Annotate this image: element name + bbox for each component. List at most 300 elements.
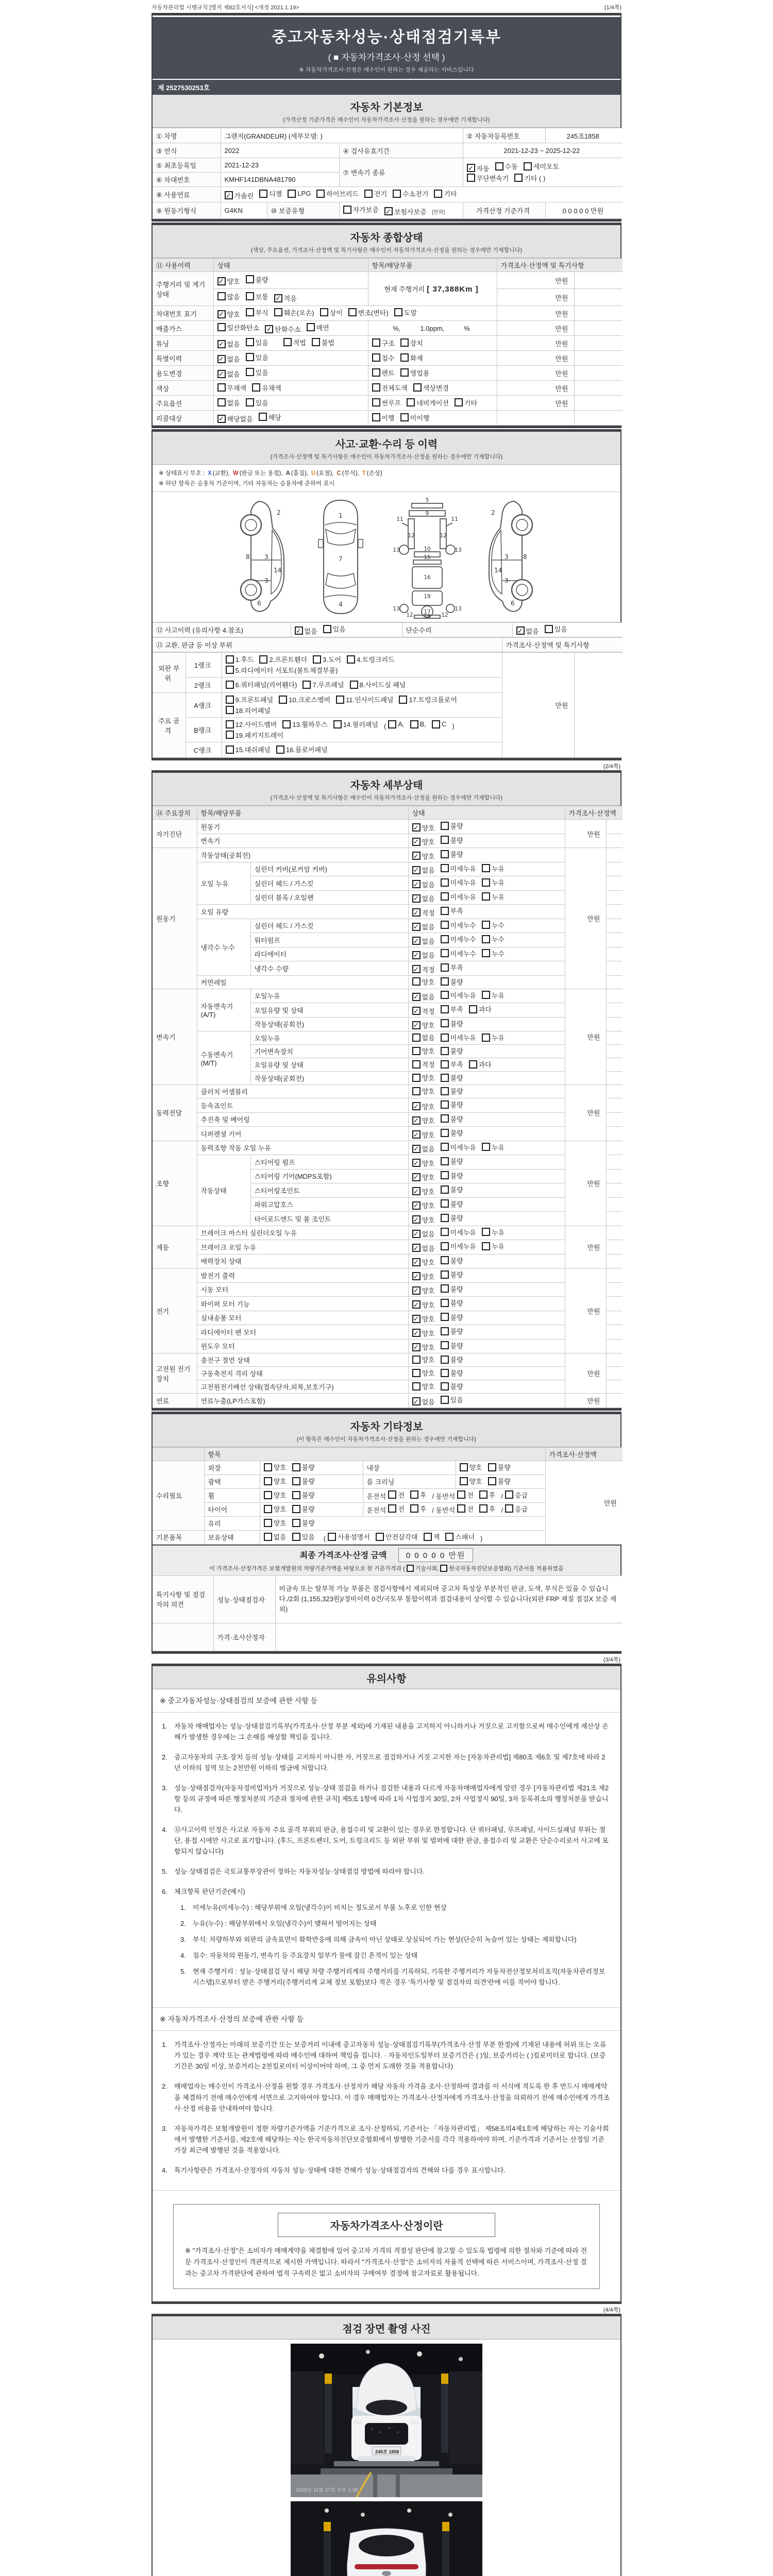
checkbox-탄화수소[interactable]: ✓ 탄화수소: [265, 324, 300, 334]
checkbox-있음[interactable]: 있음: [323, 624, 346, 634]
checkbox-불량[interactable]: 불량: [292, 1462, 315, 1472]
checkbox-7.루프패널[interactable]: 7.루프패널: [303, 680, 344, 689]
checkbox-미세누유[interactable]: 미세누유: [441, 863, 476, 873]
checkbox-응급[interactable]: 응급: [505, 1490, 528, 1500]
notices-title: 유의사항: [153, 1666, 620, 1689]
checkbox-box: [226, 731, 234, 739]
checkbox-적음[interactable]: ✓ 적음: [274, 293, 297, 303]
checkbox-썬루프[interactable]: 썬루프: [372, 398, 401, 408]
checkbox-box: [264, 1463, 272, 1471]
checkbox-디젤[interactable]: 디젤: [259, 189, 282, 198]
checkbox-양호[interactable]: 양호: [264, 1476, 287, 1486]
checkbox-box: [441, 892, 449, 901]
checkbox-누유[interactable]: 누유: [482, 877, 505, 887]
checkbox-box: [432, 720, 440, 728]
checkbox-box: ✓: [412, 1130, 421, 1139]
checkbox-양호[interactable]: ✓ 양호: [412, 1115, 435, 1125]
checkbox-전[interactable]: 전: [457, 1504, 474, 1514]
checkbox-색상변경[interactable]: 색상변경: [413, 383, 449, 393]
checkbox-도말[interactable]: 도말: [394, 308, 417, 317]
checkbox-없음[interactable]: ✓ 없음: [412, 936, 435, 946]
checkbox-양호[interactable]: ✓ 양호: [412, 1328, 435, 1338]
checkbox-box: [292, 1463, 300, 1471]
document-note: ※ 자동차가격조사·산정은 매수인이 원하는 경우 제공하는 서비스입니다: [299, 67, 474, 73]
checkbox-box: ✓: [412, 1021, 421, 1029]
checkbox-해당없음[interactable]: ✓ 해당없음: [217, 414, 253, 423]
checkbox-없음[interactable]: ✓ 없음: [412, 893, 435, 903]
checkbox-양호[interactable]: 양호: [264, 1462, 287, 1472]
checkbox-양호[interactable]: 양호: [412, 1381, 435, 1391]
basic-info-table: [153, 128, 623, 219]
checkbox-이행[interactable]: 이행: [372, 413, 395, 422]
checkbox-있음[interactable]: 있음: [246, 367, 268, 377]
checkbox-한국자동차진단보증협회[interactable]: [440, 1565, 447, 1572]
cell: 등속죠인트: [197, 1098, 408, 1113]
checkbox-하이브리드[interactable]: 하이브리드: [316, 189, 359, 198]
checkbox-없음[interactable]: 없음: [264, 1532, 287, 1541]
checkbox-안전삼각대[interactable]: 안전삼각대: [376, 1532, 418, 1541]
checkbox-적법[interactable]: 적법: [283, 337, 306, 347]
final-price-band: [153, 1545, 620, 1575]
cell: 항목: [204, 1447, 545, 1461]
checkbox-누유[interactable]: 누유: [482, 863, 505, 873]
checkbox-누수[interactable]: 누수: [482, 920, 505, 930]
checkbox-불량[interactable]: 불량: [441, 1326, 463, 1336]
cell: 가격조사·산정액: [565, 806, 623, 820]
state-code-C: C: [337, 470, 341, 477]
checkbox-box: ✓: [217, 415, 226, 423]
checkbox-세미오토[interactable]: 세미오토: [524, 161, 559, 171]
checkbox-양호[interactable]: ✓ 양호: [412, 1172, 435, 1182]
checkbox-무채색[interactable]: 무채색: [217, 383, 247, 393]
checkbox-12.사이드멤버[interactable]: 12.사이드멤버: [226, 719, 277, 729]
checkbox-불량[interactable]: 불량: [441, 1298, 463, 1308]
checkbox-양호[interactable]: ✓ 양호: [412, 1314, 435, 1324]
checkbox-침수[interactable]: 침수: [372, 353, 395, 363]
checkbox-있음[interactable]: 있음: [441, 1395, 463, 1404]
checkbox-box: [441, 935, 449, 943]
checkbox-15.대쉬패널[interactable]: 15.대쉬패널: [226, 744, 271, 754]
notice-list-2: [153, 2031, 620, 2190]
checkbox-미세누수[interactable]: 미세누수: [441, 934, 476, 944]
checkbox-보통[interactable]: 보통: [246, 292, 268, 301]
checkbox-box: [348, 308, 357, 316]
checkbox-보험사보증[interactable]: ✓ 보험사보증: [384, 207, 427, 216]
cell: [153, 1447, 204, 1461]
checkbox-box: [412, 1355, 421, 1364]
checkbox-box: [316, 190, 325, 198]
checkbox-양호[interactable]: ✓ 양호: [412, 1300, 435, 1310]
checkbox-없음[interactable]: ✓ 없음: [217, 339, 240, 349]
cell: [606, 905, 623, 919]
checkbox-부족[interactable]: 부족: [441, 1059, 463, 1069]
checkbox-box: [394, 308, 402, 316]
cell: [606, 1155, 623, 1170]
car-diagram-underbody: [388, 496, 466, 619]
checkbox-불법[interactable]: 불법: [312, 337, 334, 347]
checkbox-없음[interactable]: 없음: [412, 1032, 435, 1042]
checkbox-적정[interactable]: 적정: [412, 1059, 435, 1069]
checkbox-box: ✓: [217, 310, 226, 318]
checkbox-누유[interactable]: 누유: [482, 1227, 505, 1237]
cell: 주행거리 및 계기상태: [153, 272, 213, 306]
checkbox-후[interactable]: 후: [410, 1490, 427, 1500]
checkbox-box: [372, 338, 380, 347]
checkbox-불량[interactable]: 불량: [441, 1312, 463, 1322]
checkbox-전기[interactable]: 전기: [364, 189, 387, 198]
checkbox-무단변속기[interactable]: 무단변속기: [467, 173, 509, 183]
checkbox-미세누수[interactable]: 미세누수: [441, 920, 476, 930]
checkbox-box: [246, 398, 254, 406]
checkbox-3.도어[interactable]: 3.도어: [313, 654, 341, 664]
checkbox-불량[interactable]: 불량: [292, 1518, 315, 1528]
cell: 스티어링 펌프: [250, 1155, 408, 1170]
cell: 만원: [565, 848, 606, 989]
checkbox-box: [412, 1033, 421, 1042]
checkbox-후[interactable]: 후: [479, 1490, 496, 1500]
checkbox-불량[interactable]: 불량: [488, 1476, 511, 1486]
checkbox-없음[interactable]: ✓ 없음: [295, 626, 317, 636]
cell: [213, 351, 368, 366]
checkbox-양호[interactable]: ✓ 양호: [412, 1285, 435, 1295]
checkbox-불량[interactable]: 불량: [441, 1156, 463, 1166]
checkbox-A,[interactable]: A,: [388, 720, 404, 728]
svg-text:8: 8: [523, 553, 527, 561]
checkbox-불량[interactable]: 불량: [292, 1476, 315, 1486]
checkbox-있음[interactable]: 있음: [246, 352, 268, 362]
cell: 특별이력: [153, 351, 213, 366]
checkbox-없음[interactable]: ✓ 없음: [412, 879, 435, 889]
checkbox-미세누수[interactable]: 미세누수: [441, 948, 476, 958]
checkbox-불량[interactable]: 불량: [441, 1184, 463, 1194]
checkbox-양호[interactable]: ✓ 양호: [412, 1272, 435, 1281]
checkbox-누유[interactable]: 누유: [482, 1032, 505, 1042]
etc-section-title: 자동차 기타정보 (이 항목은 매수인이 자동차가격조사·산정을 원하는 경우에만 기재합니다): [153, 1414, 620, 1447]
cell: 디퍼렌셜 기어: [197, 1127, 408, 1141]
checkbox-box: [400, 353, 409, 362]
checkbox-불량[interactable]: 불량: [441, 821, 463, 831]
comprehensive-box: [152, 223, 621, 428]
checkbox-전[interactable]: 전: [388, 1504, 405, 1514]
checkbox-box: [279, 696, 287, 704]
checkbox-14.필러패널[interactable]: 14.필러패널: [333, 719, 378, 729]
checkbox-스패너[interactable]: 스패너: [445, 1532, 475, 1541]
checkbox-양호[interactable]: 양호: [264, 1490, 287, 1500]
checkbox-미세누유[interactable]: 미세누유: [441, 1241, 476, 1251]
checkbox-불량[interactable]: 불량: [441, 1341, 463, 1350]
checkbox-9.프론트패널[interactable]: 9.프론트패널: [226, 694, 274, 704]
checkbox-없음[interactable]: ✓ 없음: [412, 1397, 435, 1406]
checkbox-불량[interactable]: 불량: [441, 1381, 463, 1391]
checkbox-과다[interactable]: 과다: [469, 1059, 492, 1069]
checkbox-양호[interactable]: 양호: [412, 1354, 435, 1364]
checkbox-불량[interactable]: 불량: [441, 1368, 463, 1378]
cell: 비금속 또는 탈부착 가능 부품은 점검사항에서 제외되며 중고차 특성상 부분적인 판금, 도색, 부식은 있을 수 있습니다./2회 (1,155,323원)/정비이력 0건/국토부 통합이력과 점검내용이 상이할 수 있습니다(외판 FRP 재질 점검X 보증 제외): [275, 1575, 623, 1623]
checkbox-많음[interactable]: 많음: [217, 292, 240, 301]
checkbox-양호[interactable]: ✓ 양호: [412, 1200, 435, 1210]
checkbox-있음[interactable]: 있음: [545, 624, 567, 634]
checkbox-미세누유[interactable]: 미세누유: [441, 892, 476, 902]
checkbox-양호[interactable]: ✓ 양호: [412, 1257, 435, 1267]
checkbox-있음[interactable]: 있음: [292, 1532, 315, 1541]
checkbox-전[interactable]: 전: [388, 1490, 405, 1500]
checkbox-잭[interactable]: 잭: [424, 1532, 440, 1541]
checkbox-box: [226, 681, 234, 689]
checkbox-양호[interactable]: ✓ 양호: [412, 1130, 435, 1140]
cell: 조향: [153, 1141, 197, 1226]
checkbox-19.패키지트레이[interactable]: 19.패키지트레이: [226, 730, 283, 740]
checkbox-부족[interactable]: 부족: [441, 962, 463, 972]
checkbox-해당[interactable]: 해당: [259, 412, 281, 422]
checkbox-유채색[interactable]: 유채색: [252, 383, 281, 393]
cell: 만원: [497, 272, 574, 289]
checkbox-사용설명서[interactable]: 사용설명서: [328, 1532, 370, 1541]
checkbox-box: [482, 949, 490, 957]
checkbox-양호[interactable]: ✓ 양호: [217, 309, 240, 319]
checkbox-불량[interactable]: 불량: [441, 977, 463, 987]
checkbox-box: ✓: [412, 1145, 421, 1153]
checkbox-후[interactable]: 후: [410, 1504, 427, 1514]
checkbox-없음[interactable]: ✓ 없음: [412, 922, 435, 931]
checkbox-양호[interactable]: 양호: [412, 977, 435, 987]
checkbox-양호[interactable]: 양호: [412, 1046, 435, 1056]
checkbox-양호[interactable]: ✓ 양호: [412, 1187, 435, 1196]
cell: [153, 1623, 213, 1651]
cell: 변속기: [153, 989, 197, 1085]
checkbox-box: ✓: [412, 965, 421, 973]
checkbox-없음[interactable]: ✓ 없음: [217, 369, 240, 379]
cell: [213, 396, 368, 411]
notice-item: 4. ⑫사고이력 인정은 사고로 자동차 주요 골격 부위의 판금, 용접수리 및 교환이 있는 경우로 한정합니다. 단 쿼터패널, 루프패널, 사이드실패널 부위는 절단, 용접 시에만 사고로 표기합니다. (후드, 프론트펜더, 도어, 트렁크리드 등 외판 부위 및 범퍼에 대한 판금, 용접수리 및 교환은 단순수리로서 사고에 포함되지 않습니다): [162, 1825, 609, 1855]
checkbox-box: [412, 1060, 421, 1069]
checkbox-13.휠하우스[interactable]: 13.휠하우스: [282, 719, 327, 729]
checkbox-box: [292, 1491, 300, 1499]
svg-text:14: 14: [494, 567, 502, 574]
cell: [408, 1325, 565, 1340]
checkbox-LPG[interactable]: LPG: [288, 190, 311, 198]
checkbox-불량[interactable]: 불량: [292, 1504, 315, 1514]
checkbox-불량[interactable]: 불량: [488, 1462, 511, 1472]
svg-text:11: 11: [451, 516, 458, 522]
checkbox-부식[interactable]: 부식: [246, 308, 268, 317]
checkbox-11.인사이드패널[interactable]: 11.인사이드패널: [336, 694, 393, 704]
checkbox-렌트[interactable]: 렌트: [372, 368, 395, 378]
notice-subitem: 3. 부식: 차량하부와 외판의 금속표면이 화학반응에 의해 금속이 아닌 상태로 상실되어 가는 현상(단순히 녹슬어 있는 상태는 제외합니다): [180, 1936, 577, 1944]
checkbox-불량[interactable]: 불량: [441, 1199, 463, 1209]
checkbox-불량[interactable]: 불량: [441, 1284, 463, 1294]
checkbox-부족[interactable]: 부족: [441, 1004, 463, 1014]
checkbox-없음[interactable]: ✓ 없음: [412, 1144, 435, 1154]
checkbox-양호[interactable]: 양호: [412, 1086, 435, 1096]
checkbox-불량[interactable]: 불량: [441, 1354, 463, 1364]
checkbox-B,[interactable]: B,: [410, 720, 426, 728]
cell: 고전원전기배선 상태(접속단자,피복,보호기구): [197, 1380, 408, 1394]
checkbox-box: [264, 1505, 272, 1513]
checkbox-17.트렁크플로어[interactable]: 17.트렁크플로어: [399, 694, 457, 704]
checkbox-미세누유[interactable]: 미세누유: [441, 1142, 476, 1152]
checkbox-변조(변타)[interactable]: 변조(변타): [348, 308, 389, 317]
checkbox-자동[interactable]: ✓ 자동: [467, 163, 490, 173]
checkbox-불량[interactable]: 불량: [441, 1114, 463, 1124]
checkbox-불량[interactable]: 불량: [441, 1256, 463, 1265]
checkbox-양호[interactable]: ✓ 양호: [412, 851, 435, 861]
checkbox-양호[interactable]: 양호: [264, 1518, 287, 1528]
cell: 만원: [545, 1461, 623, 1544]
checkbox-box: [412, 1382, 421, 1391]
checkbox-누유[interactable]: 누유: [482, 1241, 505, 1251]
checkbox-box: [226, 666, 234, 674]
checkbox-불량[interactable]: 불량: [441, 1128, 463, 1138]
checkbox-양호[interactable]: ✓ 양호: [412, 1020, 435, 1030]
cell: 가격산정 기준가격: [463, 202, 545, 219]
checkbox-양호[interactable]: 양호: [460, 1476, 482, 1486]
checkbox-불량[interactable]: 불량: [292, 1490, 315, 1500]
checkbox-양호[interactable]: ✓ 양호: [412, 1342, 435, 1352]
checkbox-있음[interactable]: 있음: [246, 398, 268, 408]
checkbox-누유[interactable]: 누유: [482, 990, 505, 1000]
checkbox-2.프론트휀더[interactable]: 2.프론트휀더: [259, 654, 307, 664]
checkbox-훼손(오손)[interactable]: 훼손(오손): [274, 308, 314, 317]
checkbox-가솔린[interactable]: ✓ 가솔린: [225, 191, 254, 200]
checkbox-불량[interactable]: 불량: [441, 1046, 463, 1056]
checkbox-미세누유[interactable]: 미세누유: [441, 1032, 476, 1042]
checkbox-양호[interactable]: 양호: [412, 1368, 435, 1378]
checkbox-네비게이션[interactable]: 네비게이션: [407, 398, 449, 408]
cell: 외판 부위: [153, 653, 186, 693]
checkbox-상이[interactable]: 상이: [320, 308, 343, 317]
checkbox-양호[interactable]: ✓ 양호: [412, 837, 435, 846]
checkbox-box: [441, 1327, 449, 1335]
notice-item: 6. 체크항목 판단기준(예시) 1. 미세누유(미세누수) : 해당부위에 오일(냉각수)이 비치는 정도로서 부품 노후로 인한 현상 2. 누유(누수) : 해당부위에서 오일(냉각수)이 맺혀서 떨어지는 상태 3. 부식: 차량하부와 외판의 금속표면이 화학반응에 의해 금속이 아닌 상태로 상실되어 가는 현상(단순히 녹슬어 있는 상태는 제외합니다) 4. 침수: 자동차의 원동기, 변속기 등 주요장치 일부가 물에 잠긴 흔적이 있는 상태 5. 현재 주행거리 : 성능·상태점검 당시 해당 차량 주행거리계의 주행거리를 기록하되, 기록한 주행거리가 자동차전산정보처리조직(자동차관리정보시스템)으로부터 받은 주행거리(주행거리계 교체 정보 포함)보다 적은 경우 '특기사항 및 점검자의 의견'란에 이를 적어야 합니다.: [162, 1886, 611, 1993]
checkbox-미세누유[interactable]: 미세누유: [441, 990, 476, 1000]
cell: [368, 366, 497, 381]
cell: 만원: [497, 321, 574, 336]
checkbox-양호[interactable]: ✓ 양호: [412, 1101, 435, 1111]
cell: [408, 1226, 565, 1240]
checkbox-불량[interactable]: 불량: [441, 1269, 463, 1279]
checkbox-box: [372, 353, 380, 362]
checkbox-18.리어패널[interactable]: 18.리어패널: [226, 705, 271, 715]
cell: [368, 396, 497, 411]
cell: 수리필요: [153, 1461, 204, 1530]
checkbox-적정[interactable]: ✓ 적정: [412, 1006, 435, 1016]
checkbox-불량[interactable]: 불량: [441, 1213, 463, 1223]
checkbox-기타[interactable]: 기타: [455, 398, 477, 408]
checkbox-box: [303, 681, 311, 689]
checkbox-5.라디에이터-서포트(볼트체결부품)[interactable]: 5.라디에이터 서포트(볼트체결부품): [226, 665, 338, 675]
checkbox-미세누유[interactable]: 미세누유: [441, 877, 476, 887]
checkbox-미세누유[interactable]: 미세누유: [441, 1227, 476, 1237]
checkbox-없음[interactable]: ✓ 없음: [516, 626, 539, 636]
svg-text:1: 1: [339, 512, 343, 519]
checkbox-없음[interactable]: ✓ 없음: [412, 950, 435, 960]
checkbox-기술사회[interactable]: [407, 1565, 414, 1572]
basic-section-title: 자동차 기본정보 (가격산정 기준가격은 매수인이 자동차가격조사·산정을 원하는 경우에만 기재합니다): [153, 95, 620, 128]
checkbox-누유[interactable]: 누유: [482, 1142, 505, 1152]
checkbox-불량[interactable]: 불량: [441, 849, 463, 859]
checkbox-없음[interactable]: 없음: [217, 398, 240, 408]
checkbox-누수[interactable]: 누수: [482, 948, 505, 958]
checkbox-불량[interactable]: 불량: [441, 1019, 463, 1028]
cell: [606, 1339, 623, 1353]
checkbox-구조[interactable]: 구조: [372, 338, 395, 348]
checkbox-적정[interactable]: ✓ 적정: [412, 964, 435, 974]
checkbox-불량[interactable]: 불량: [246, 275, 268, 284]
checkbox-과다[interactable]: 과다: [469, 1004, 492, 1014]
checkbox-전체도색[interactable]: 전체도색: [372, 383, 408, 393]
cell: [213, 336, 368, 351]
cell: 보유상태: [204, 1530, 260, 1544]
checkbox-장치[interactable]: 장치: [400, 338, 423, 348]
checkbox-화재[interactable]: 화재: [400, 353, 423, 363]
checkbox-없음[interactable]: ✓ 없음: [412, 865, 435, 875]
checkbox-box: [407, 398, 415, 406]
checkbox-없음[interactable]: ✓ 없음: [412, 992, 435, 1002]
car-diagrams: [153, 492, 620, 622]
checkbox-미이행[interactable]: 미이행: [400, 413, 430, 422]
checkbox-불량[interactable]: 불량: [441, 835, 463, 845]
checkbox-영업용[interactable]: 영업용: [400, 368, 430, 378]
checkbox-4.트렁크리드[interactable]: 4.트렁크리드: [347, 654, 395, 664]
checkbox-없음[interactable]: ✓ 없음: [412, 1243, 435, 1253]
checkbox-불량[interactable]: 불량: [441, 1171, 463, 1180]
checkbox-수소전기[interactable]: 수소전기: [393, 189, 428, 198]
checkbox-기타[interactable]: 기타: [434, 189, 457, 198]
checkbox-양호[interactable]: 양호: [412, 1073, 435, 1082]
checkbox-응급[interactable]: 응급: [505, 1504, 528, 1514]
checkbox-6.쿼터패널(리어휀다)[interactable]: 6.쿼터패널(리어휀다): [226, 680, 297, 689]
checkbox-C[interactable]: C: [432, 720, 446, 728]
checkbox-부족[interactable]: 부족: [441, 906, 463, 916]
checkbox-양호[interactable]: ✓ 양호: [412, 1158, 435, 1168]
checkbox-양호[interactable]: ✓ 양호: [412, 1215, 435, 1225]
checkbox-불량[interactable]: 불량: [441, 1086, 463, 1096]
checkbox-양호[interactable]: ✓ 양호: [217, 276, 240, 286]
checkbox-기타-(-)[interactable]: 기타 ( ): [514, 173, 545, 183]
checkbox-불량[interactable]: 불량: [441, 1073, 463, 1082]
checkbox-누수[interactable]: 누수: [482, 934, 505, 944]
checkbox-불량[interactable]: 불량: [441, 1099, 463, 1109]
checkbox-후[interactable]: 후: [479, 1504, 496, 1514]
checkbox-10.크로스멤버[interactable]: 10.크로스멤버: [279, 694, 330, 704]
checkbox-전[interactable]: 전: [457, 1490, 474, 1500]
checkbox-적정[interactable]: ✓ 적정: [412, 908, 435, 918]
checkbox-수동[interactable]: 수동: [495, 161, 518, 171]
checkbox-없음[interactable]: ✓ 없음: [412, 1229, 435, 1239]
checkbox-없음[interactable]: ✓ 없음: [217, 354, 240, 364]
cell: [606, 1085, 623, 1098]
checkbox-box: [320, 308, 328, 316]
cell: 라디에이터: [250, 947, 408, 961]
checkbox-양호[interactable]: ✓ 양호: [412, 823, 435, 833]
checkbox-매연[interactable]: 매연: [307, 323, 329, 332]
checkbox-일산화탄소[interactable]: 일산화탄소: [217, 323, 260, 332]
checkbox-box: [412, 1074, 421, 1082]
checkbox-1.후드[interactable]: 1.후드: [226, 654, 254, 664]
checkbox-자가보증[interactable]: 자가보증: [343, 205, 379, 214]
checkbox-양호[interactable]: 양호: [460, 1462, 482, 1472]
notice-item: 5. 성능·상태점검은 국토교통부장관이 정하는 자동차성능·상태점검 방법에 따라야 합니다.: [162, 1867, 425, 1875]
checkbox-8.사이드실-패널[interactable]: 8.사이드실 패널: [350, 680, 406, 689]
checkbox-box: ✓: [467, 164, 475, 172]
cell: 2랭크: [186, 677, 222, 693]
checkbox-양호[interactable]: 양호: [264, 1504, 287, 1514]
checkbox-누유[interactable]: 누유: [482, 892, 505, 902]
checkbox-box: ✓: [412, 937, 421, 945]
checkbox-16.플로어패널[interactable]: 16.플로어패널: [276, 744, 328, 754]
checkbox-있음[interactable]: 있음: [246, 337, 268, 347]
svg-text:13: 13: [455, 547, 462, 553]
